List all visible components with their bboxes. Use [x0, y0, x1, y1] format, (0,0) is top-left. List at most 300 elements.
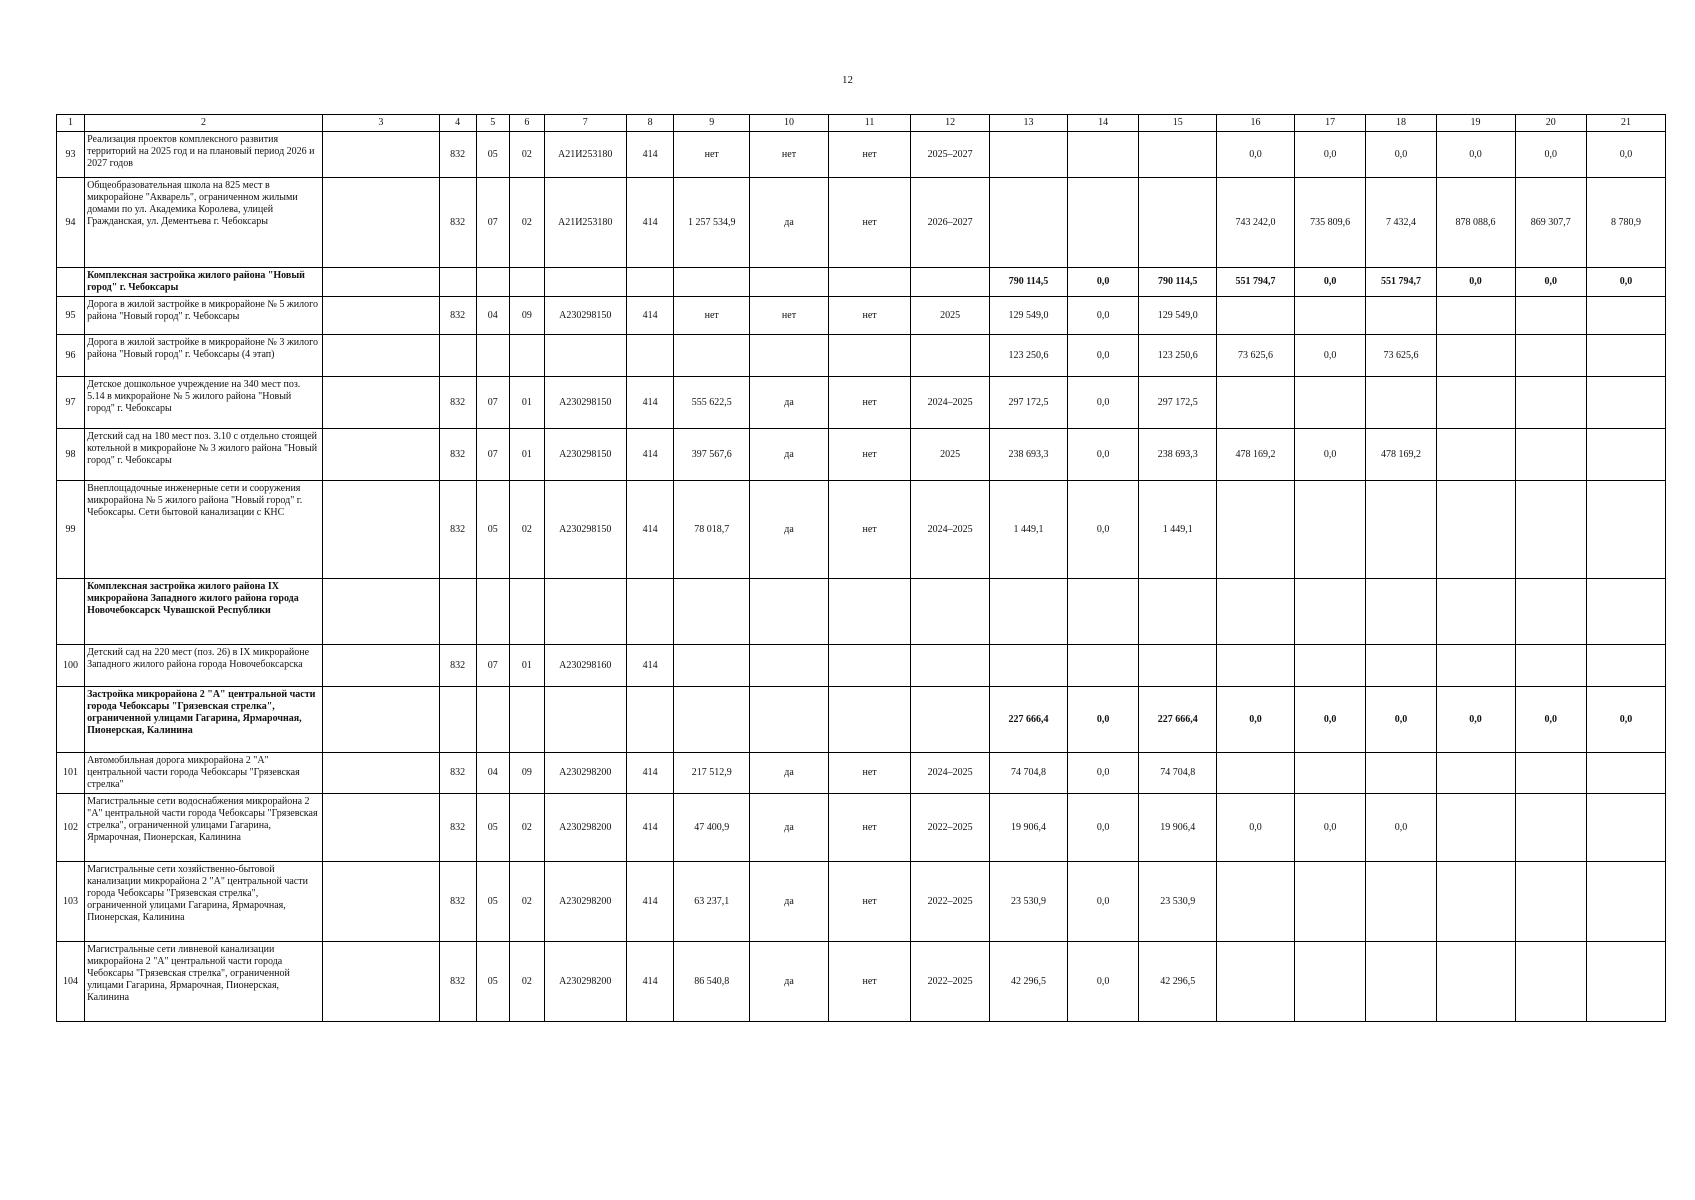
amount-cell: 0,0	[1515, 687, 1586, 753]
amount-cell	[1294, 297, 1365, 335]
estimated-cost-cell	[674, 335, 750, 377]
table-cell: 414	[626, 481, 674, 579]
amount-cell: 0,0	[1067, 297, 1138, 335]
estimated-cost-cell	[674, 687, 750, 753]
amount-cell	[1586, 297, 1665, 335]
amount-cell	[1515, 794, 1586, 862]
amount-cell: 74 704,8	[1139, 753, 1217, 794]
table-cell: 414	[626, 753, 674, 794]
column-number-header: 4	[439, 115, 476, 132]
estimated-cost-cell: 217 512,9	[674, 753, 750, 794]
table-cell: да	[750, 429, 829, 481]
table-cell: 832	[439, 178, 476, 268]
column-number-header: 6	[510, 115, 545, 132]
table-cell	[911, 268, 990, 297]
table-cell: 414	[626, 178, 674, 268]
table-row	[57, 335, 1666, 377]
table-cell: 01	[510, 645, 545, 687]
table-cell: 414	[626, 645, 674, 687]
table-cell: 414	[626, 794, 674, 862]
amount-cell	[1436, 794, 1515, 862]
table-cell: 02	[510, 481, 545, 579]
table-cell: 05	[476, 862, 510, 942]
table-cell: 2025	[911, 429, 990, 481]
table-cell	[626, 335, 674, 377]
table-cell	[510, 687, 545, 753]
table-cell: нет	[828, 942, 910, 1022]
table-cell: 07	[476, 377, 510, 429]
item-name-cell: Магистральные сети хозяйственно-бытовой канализации микрорайона 2 "А" центральной части города Чебоксары "Грязевская стрелка", ограниченной улицами Гагарина, Ярмарочная, Пионерская, Калинина	[85, 862, 323, 942]
table-cell: 2024–2025	[911, 377, 990, 429]
table-cell: нет	[750, 297, 829, 335]
table-cell: 09	[510, 297, 545, 335]
estimated-cost-cell: 47 400,9	[674, 794, 750, 862]
amount-cell: 478 169,2	[1217, 429, 1295, 481]
amount-cell	[1436, 429, 1515, 481]
table-cell: нет	[828, 794, 910, 862]
table-row	[57, 429, 1666, 481]
item-name-cell: Застройка микрорайона 2 "А" центральной части города Чебоксары "Грязевская стрелка", ограниченной улицами Гагарина, Ярмарочная, Пионерская, Калинина	[85, 687, 323, 753]
table-cell	[322, 753, 439, 794]
table-cell	[322, 794, 439, 862]
column-number-header: 10	[750, 115, 829, 132]
budget-table	[56, 114, 1666, 1022]
estimated-cost-cell	[674, 645, 750, 687]
column-number-header: 7	[544, 115, 626, 132]
item-name-cell: Детское дошкольное учреждение на 340 мест поз. 5.14 в микрорайоне № 5 жилого района "Новый город" г. Чебоксары	[85, 377, 323, 429]
table-cell: 04	[476, 297, 510, 335]
amount-cell	[1586, 645, 1665, 687]
amount-cell: 790 114,5	[990, 268, 1068, 297]
table-cell	[750, 645, 829, 687]
amount-cell: 0,0	[1067, 481, 1138, 579]
amount-cell: 0,0	[1366, 794, 1436, 862]
amount-cell: 297 172,5	[1139, 377, 1217, 429]
amount-cell	[1436, 942, 1515, 1022]
amount-cell: 1 449,1	[1139, 481, 1217, 579]
table-cell: нет	[828, 753, 910, 794]
table-cell	[476, 268, 510, 297]
item-name-cell: Дорога в жилой застройке в микрорайоне № 3 жилого района "Новый город" г. Чебоксары (4 этап)	[85, 335, 323, 377]
column-number-header: 19	[1436, 115, 1515, 132]
row-number-cell: 103	[57, 862, 85, 942]
amount-cell	[1515, 297, 1586, 335]
amount-cell	[1586, 942, 1665, 1022]
table-cell	[476, 335, 510, 377]
table-cell	[911, 687, 990, 753]
column-number-header: 11	[828, 115, 910, 132]
table-cell: 2024–2025	[911, 753, 990, 794]
amount-cell: 878 088,6	[1436, 178, 1515, 268]
amount-cell: 0,0	[1586, 268, 1665, 297]
amount-cell	[1586, 794, 1665, 862]
table-cell	[544, 268, 626, 297]
amount-cell: 790 114,5	[1139, 268, 1217, 297]
amount-cell	[1067, 579, 1138, 645]
row-number-cell: 99	[57, 481, 85, 579]
amount-cell	[1217, 579, 1295, 645]
amount-cell	[990, 579, 1068, 645]
row-number-cell: 104	[57, 942, 85, 1022]
row-number-cell	[57, 268, 85, 297]
item-name-cell: Магистральные сети ливневой канализации микрорайона 2 "А" центральной части города Чебоксары "Грязевская стрелка", ограниченной улицами Гагарина, Ярмарочная, Пионерская, Калинина	[85, 942, 323, 1022]
table-cell: 02	[510, 794, 545, 862]
table-cell: 05	[476, 132, 510, 178]
amount-cell	[1366, 942, 1436, 1022]
table-cell: да	[750, 862, 829, 942]
amount-cell: 0,0	[1294, 132, 1365, 178]
table-cell	[439, 268, 476, 297]
amount-cell: 297 172,5	[990, 377, 1068, 429]
table-cell: 2026–2027	[911, 178, 990, 268]
table-cell	[911, 579, 990, 645]
amount-cell	[1515, 645, 1586, 687]
table-cell	[626, 268, 674, 297]
estimated-cost-cell: 397 567,6	[674, 429, 750, 481]
group-row	[57, 687, 1666, 753]
amount-cell: 478 169,2	[1366, 429, 1436, 481]
table-cell	[439, 335, 476, 377]
amount-cell	[1436, 377, 1515, 429]
table-cell: 832	[439, 753, 476, 794]
amount-cell: 0,0	[1515, 132, 1586, 178]
table-cell: А230298160	[544, 645, 626, 687]
amount-cell: 23 530,9	[1139, 862, 1217, 942]
table-cell: А21И253180	[544, 178, 626, 268]
item-name-cell: Детский сад на 220 мест (поз. 26) в IX микрорайоне Западного жилого района города Новочебоксарска	[85, 645, 323, 687]
table-cell: 05	[476, 794, 510, 862]
table-cell	[439, 579, 476, 645]
amount-cell	[1515, 862, 1586, 942]
amount-cell: 0,0	[1217, 132, 1295, 178]
amount-cell	[1436, 645, 1515, 687]
column-number-header: 8	[626, 115, 674, 132]
estimated-cost-cell: 63 237,1	[674, 862, 750, 942]
row-number-cell: 96	[57, 335, 85, 377]
amount-cell	[1586, 429, 1665, 481]
table-row	[57, 753, 1666, 794]
table-cell: нет	[750, 132, 829, 178]
amount-cell	[1436, 297, 1515, 335]
amount-cell	[1067, 645, 1138, 687]
amount-cell	[1067, 132, 1138, 178]
amount-cell	[990, 178, 1068, 268]
table-cell	[510, 268, 545, 297]
column-number-header: 2	[85, 115, 323, 132]
table-cell: 832	[439, 132, 476, 178]
amount-cell: 0,0	[1436, 132, 1515, 178]
item-name-cell: Дорога в жилой застройке в микрорайоне № 5 жилого района "Новый город" г. Чебоксары	[85, 297, 323, 335]
table-cell: 05	[476, 942, 510, 1022]
amount-cell	[1294, 862, 1365, 942]
amount-cell: 23 530,9	[990, 862, 1068, 942]
amount-cell	[1515, 753, 1586, 794]
table-cell: А230298150	[544, 481, 626, 579]
amount-cell: 0,0	[1366, 132, 1436, 178]
amount-cell: 0,0	[1067, 942, 1138, 1022]
table-cell: нет	[828, 377, 910, 429]
amount-cell: 0,0	[1586, 687, 1665, 753]
table-cell: А230298150	[544, 297, 626, 335]
table-cell	[322, 481, 439, 579]
amount-cell	[1515, 429, 1586, 481]
amount-cell	[1586, 335, 1665, 377]
item-name-cell: Комплексная застройка жилого района IX микрорайона Западного жилого района города Новочебоксарск Чувашской Республики	[85, 579, 323, 645]
table-cell	[322, 645, 439, 687]
table-cell: 02	[510, 132, 545, 178]
amount-cell: 7 432,4	[1366, 178, 1436, 268]
amount-cell	[1515, 942, 1586, 1022]
item-name-cell: Автомобильная дорога микрорайона 2 "А" центральной части города Чебоксары "Грязевская стрелка"	[85, 753, 323, 794]
amount-cell	[1366, 645, 1436, 687]
item-name-cell: Детский сад на 180 мест поз. 3.10 с отдельно стоящей котельной в микрорайоне № 3 жилого района "Новый город" г. Чебоксары	[85, 429, 323, 481]
amount-cell	[1139, 645, 1217, 687]
amount-cell	[1139, 579, 1217, 645]
table-row	[57, 481, 1666, 579]
table-row	[57, 132, 1666, 178]
table-cell: нет	[828, 132, 910, 178]
estimated-cost-cell	[674, 579, 750, 645]
column-number-header: 9	[674, 115, 750, 132]
table-cell	[911, 335, 990, 377]
table-cell: 832	[439, 481, 476, 579]
amount-cell: 0,0	[1294, 794, 1365, 862]
table-cell: да	[750, 942, 829, 1022]
amount-cell: 129 549,0	[1139, 297, 1217, 335]
amount-cell: 869 307,7	[1515, 178, 1586, 268]
column-number-header: 20	[1515, 115, 1586, 132]
table-cell	[322, 687, 439, 753]
amount-cell	[1294, 645, 1365, 687]
amount-cell	[1586, 579, 1665, 645]
amount-cell	[1217, 377, 1295, 429]
amount-cell	[1586, 862, 1665, 942]
column-number-header: 21	[1586, 115, 1665, 132]
group-row	[57, 579, 1666, 645]
amount-cell: 735 809,6	[1294, 178, 1365, 268]
amount-cell	[1294, 579, 1365, 645]
table-cell	[322, 268, 439, 297]
table-cell	[439, 687, 476, 753]
table-cell: А21И253180	[544, 132, 626, 178]
amount-cell	[1366, 862, 1436, 942]
table-cell: 832	[439, 862, 476, 942]
table-cell	[750, 579, 829, 645]
amount-cell: 0,0	[1366, 687, 1436, 753]
column-number-header: 16	[1217, 115, 1295, 132]
table-cell	[828, 579, 910, 645]
table-cell: 01	[510, 429, 545, 481]
amount-cell	[1366, 377, 1436, 429]
item-name-cell: Магистральные сети водоснабжения микрорайона 2 "А" центральной части города Чебоксары "Грязевская стрелка", ограниченной улицами Гагарина, Ярмарочная, Пионерская, Калинина	[85, 794, 323, 862]
group-row	[57, 268, 1666, 297]
table-body	[57, 115, 1666, 1022]
table-cell: 07	[476, 178, 510, 268]
table-cell	[544, 335, 626, 377]
amount-cell: 0,0	[1294, 268, 1365, 297]
item-name-cell: Общеобразовательная школа на 825 мест в микрорайоне "Акварель", ограниченном жилыми домами по ул. Академика Королева, улицей Гражданская, ул. Дементьева г. Чебоксары	[85, 178, 323, 268]
amount-cell	[1139, 178, 1217, 268]
table-cell	[322, 862, 439, 942]
table-row	[57, 377, 1666, 429]
amount-cell: 19 906,4	[1139, 794, 1217, 862]
row-number-cell: 93	[57, 132, 85, 178]
table-cell: 832	[439, 942, 476, 1022]
column-number-header: 13	[990, 115, 1068, 132]
amount-cell: 0,0	[1294, 429, 1365, 481]
table-cell	[828, 335, 910, 377]
amount-cell: 238 693,3	[990, 429, 1068, 481]
table-cell: да	[750, 481, 829, 579]
table-cell: да	[750, 753, 829, 794]
table-cell: 2022–2025	[911, 794, 990, 862]
table-cell: нет	[828, 862, 910, 942]
table-cell	[750, 268, 829, 297]
amount-cell: 0,0	[1436, 268, 1515, 297]
amount-cell	[1217, 942, 1295, 1022]
amount-cell	[1586, 753, 1665, 794]
amount-cell	[1436, 579, 1515, 645]
amount-cell: 74 704,8	[990, 753, 1068, 794]
table-cell	[626, 579, 674, 645]
table-cell: 414	[626, 429, 674, 481]
amount-cell: 0,0	[1067, 753, 1138, 794]
amount-cell: 123 250,6	[1139, 335, 1217, 377]
amount-cell	[1436, 753, 1515, 794]
table-cell	[750, 687, 829, 753]
table-cell: 02	[510, 178, 545, 268]
column-number-header: 3	[322, 115, 439, 132]
row-number-cell: 102	[57, 794, 85, 862]
amount-cell: 0,0	[1067, 794, 1138, 862]
amount-cell	[1139, 132, 1217, 178]
table-cell: А230298200	[544, 794, 626, 862]
column-number-header: 1	[57, 115, 85, 132]
row-number-cell	[57, 687, 85, 753]
table-row	[57, 297, 1666, 335]
table-cell: 09	[510, 753, 545, 794]
amount-cell: 129 549,0	[990, 297, 1068, 335]
table-cell	[476, 687, 510, 753]
amount-cell	[1436, 335, 1515, 377]
table-cell: нет	[828, 178, 910, 268]
item-name-cell: Комплексная застройка жилого района "Новый город" г. Чебоксары	[85, 268, 323, 297]
table-cell	[510, 579, 545, 645]
row-number-cell: 100	[57, 645, 85, 687]
amount-cell	[1515, 335, 1586, 377]
table-cell: да	[750, 377, 829, 429]
amount-cell	[1515, 377, 1586, 429]
table-cell: 2024–2025	[911, 481, 990, 579]
table-cell	[828, 687, 910, 753]
amount-cell: 0,0	[1294, 687, 1365, 753]
table-cell	[322, 297, 439, 335]
amount-cell: 19 906,4	[990, 794, 1068, 862]
row-number-cell: 95	[57, 297, 85, 335]
amount-cell: 0,0	[1294, 335, 1365, 377]
table-cell: 07	[476, 645, 510, 687]
table-cell: А230298150	[544, 429, 626, 481]
table-cell: 832	[439, 645, 476, 687]
amount-cell: 73 625,6	[1217, 335, 1295, 377]
amount-cell: 0,0	[1217, 687, 1295, 753]
table-cell	[322, 335, 439, 377]
table-cell	[828, 268, 910, 297]
amount-cell: 0,0	[1067, 429, 1138, 481]
table-cell	[322, 377, 439, 429]
amount-cell: 123 250,6	[990, 335, 1068, 377]
page-number: 12	[842, 74, 853, 86]
amount-cell: 0,0	[1067, 377, 1138, 429]
amount-cell	[1515, 579, 1586, 645]
column-number-header: 12	[911, 115, 990, 132]
column-number-header: 18	[1366, 115, 1436, 132]
table-cell: 05	[476, 481, 510, 579]
amount-cell	[1067, 178, 1138, 268]
amount-cell: 0,0	[1067, 335, 1138, 377]
table-cell: 414	[626, 862, 674, 942]
amount-cell: 8 780,9	[1586, 178, 1665, 268]
table-cell: 832	[439, 794, 476, 862]
amount-cell: 227 666,4	[990, 687, 1068, 753]
table-cell: 04	[476, 753, 510, 794]
estimated-cost-cell	[674, 268, 750, 297]
amount-cell: 0,0	[1436, 687, 1515, 753]
amount-cell	[1217, 753, 1295, 794]
table-cell	[322, 429, 439, 481]
amount-cell	[1217, 481, 1295, 579]
amount-cell: 1 449,1	[990, 481, 1068, 579]
amount-cell	[1436, 481, 1515, 579]
table-cell: 2022–2025	[911, 862, 990, 942]
amount-cell: 0,0	[1067, 862, 1138, 942]
table-cell: А230298200	[544, 942, 626, 1022]
table-cell	[911, 645, 990, 687]
column-number-header: 17	[1294, 115, 1365, 132]
table-cell: А230298200	[544, 753, 626, 794]
table-cell: 414	[626, 942, 674, 1022]
table-cell: 02	[510, 942, 545, 1022]
table-cell: 832	[439, 429, 476, 481]
table-cell	[322, 942, 439, 1022]
amount-cell	[990, 645, 1068, 687]
item-name-cell: Реализация проектов комплексного развития территорий на 2025 год и на плановый период 2026 и 2027 годов	[85, 132, 323, 178]
amount-cell	[1586, 481, 1665, 579]
amount-cell	[1294, 481, 1365, 579]
column-number-header: 15	[1139, 115, 1217, 132]
amount-cell: 0,0	[1515, 268, 1586, 297]
table-cell: нет	[828, 297, 910, 335]
amount-cell	[1294, 753, 1365, 794]
table-cell: 832	[439, 297, 476, 335]
amount-cell	[990, 132, 1068, 178]
amount-cell	[1366, 297, 1436, 335]
table-row	[57, 942, 1666, 1022]
table-cell	[750, 335, 829, 377]
table-cell	[322, 132, 439, 178]
estimated-cost-cell: 555 622,5	[674, 377, 750, 429]
column-number-header: 5	[476, 115, 510, 132]
amount-cell	[1294, 377, 1365, 429]
table-cell: 414	[626, 297, 674, 335]
amount-cell	[1217, 862, 1295, 942]
amount-cell: 551 794,7	[1366, 268, 1436, 297]
amount-cell: 73 625,6	[1366, 335, 1436, 377]
row-number-cell: 97	[57, 377, 85, 429]
table-cell	[544, 687, 626, 753]
row-number-cell	[57, 579, 85, 645]
table-cell	[476, 579, 510, 645]
